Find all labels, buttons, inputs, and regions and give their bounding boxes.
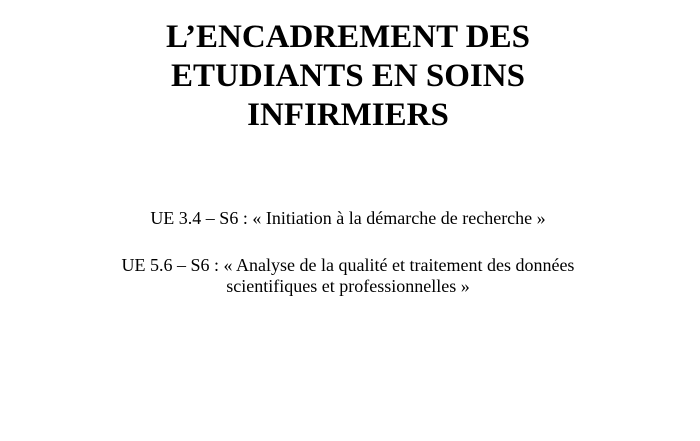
- ue-line: UE 3.4 – S6 : « Initiation à la démarche de recherche »: [150, 208, 546, 228]
- ue-line: UE 5.6 – S6 : « Analyse de la qualité et traitement des données: [121, 255, 575, 275]
- title-line: INFIRMIERS: [247, 97, 449, 133]
- title-line: L’ENCADREMENT DES: [166, 19, 530, 55]
- ue-item-research-initiation: [0, 208, 696, 229]
- ue-item-data-analysis: [0, 255, 696, 297]
- ue-line: scientifiques et professionnelles »: [226, 276, 470, 296]
- document-title: [0, 18, 696, 135]
- title-line: ETUDIANTS EN SOINS: [171, 58, 525, 94]
